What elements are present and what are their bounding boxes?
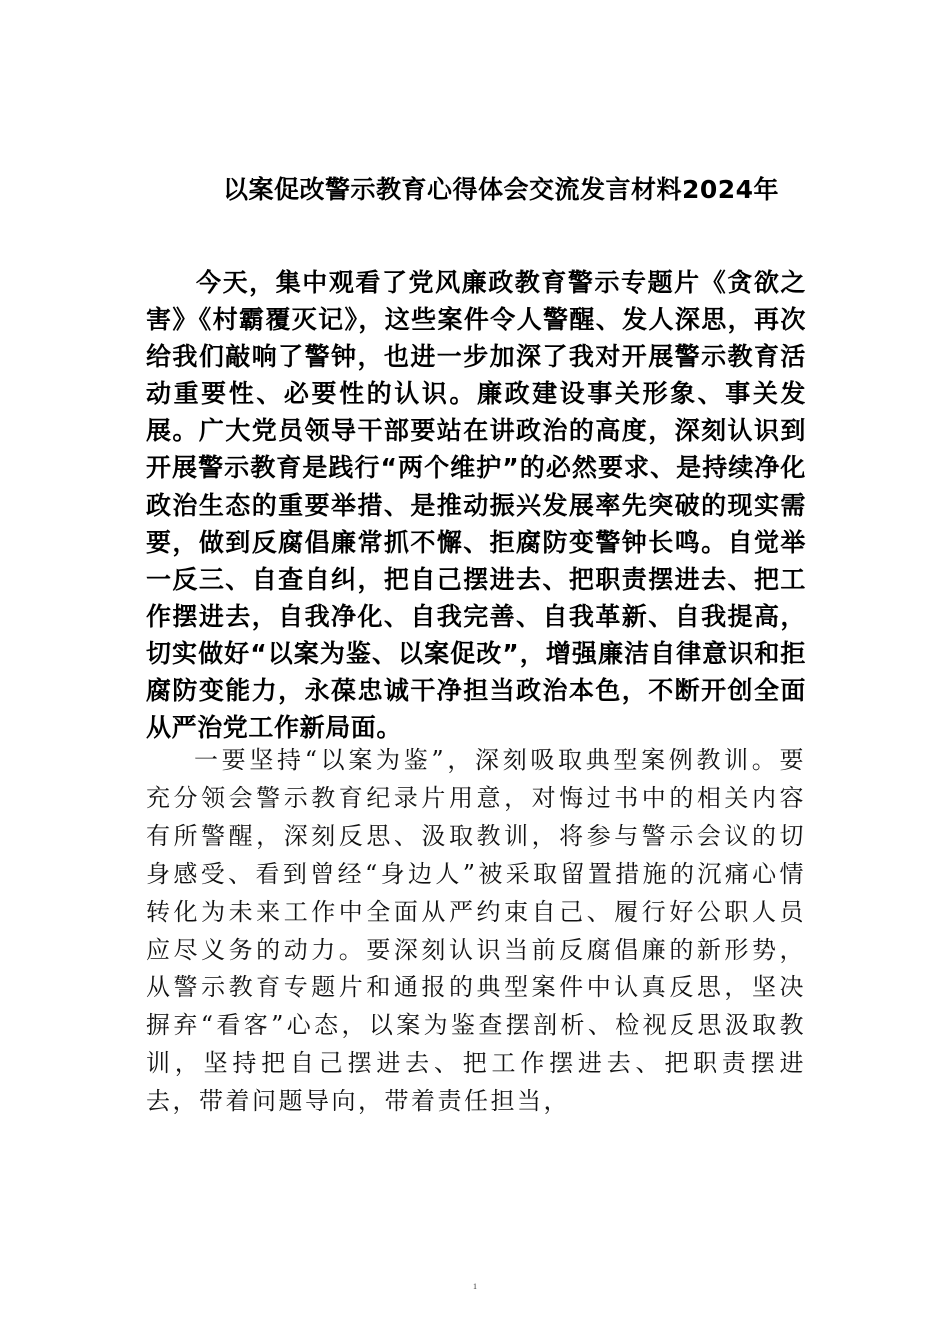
page-number: 1 (473, 1282, 477, 1291)
document-title: 以案促改警示教育心得体会交流发言材料2024年 (222, 175, 780, 204)
paragraph-lead: 今天，集中观看了党风廉政教育警示专题片《贪欲之害》《村霸覆灭记》，这些案件令人警醒、发人深思，再次给我们敲响了警钟，也进一步加深了我对开展警示教育活动重要性、必要性的认识。廉政建设事关形象、事关发展。广大党员领导干部要站在讲政治的高度，深刻认识到开展警示教育是践行“两个维护”的必然要求、是持续净化政治生态的重要举措、是推动振兴发展率先突破的现实需要，做到反腐倡廉常抓不懈、拒腐防变警钟长鸣。自觉举一反三、自查自纠，把自己摆进去、把职责摆进去、把工作摆进去，自我净化、自我完善、自我革新、自我提高，切实做好“以案为鉴、以案促改”，增强廉洁自律意识和拒腐防变能力，永葆忠诚干净担当政治本色，不断开创全面从严治党工作新局面。 (146, 268, 806, 743)
paragraph-body: 一要坚持“以案为鉴”，深刻吸取典型案例教训。要充分领会警示教育纪录片用意，对悔过书中的相关内容有所警醒，深刻反思、汲取教训，将参与警示会议的切身感受、看到曾经“身边人”被采取留置措施的沉痛心情转化为未来工作中全面从严约束自己、履行好公职人员应尽义务的动力。要深刻认识当前反腐倡廉的新形势，从警示教育专题片和通报的典型案件中认真反思，坚决摒弃“看客”心态，以案为鉴查摆剖析、检视反思汲取教训，坚持把自己摆进去、把工作摆进去、把职责摆进去，带着问题导向，带着责任担当， (146, 746, 806, 1116)
